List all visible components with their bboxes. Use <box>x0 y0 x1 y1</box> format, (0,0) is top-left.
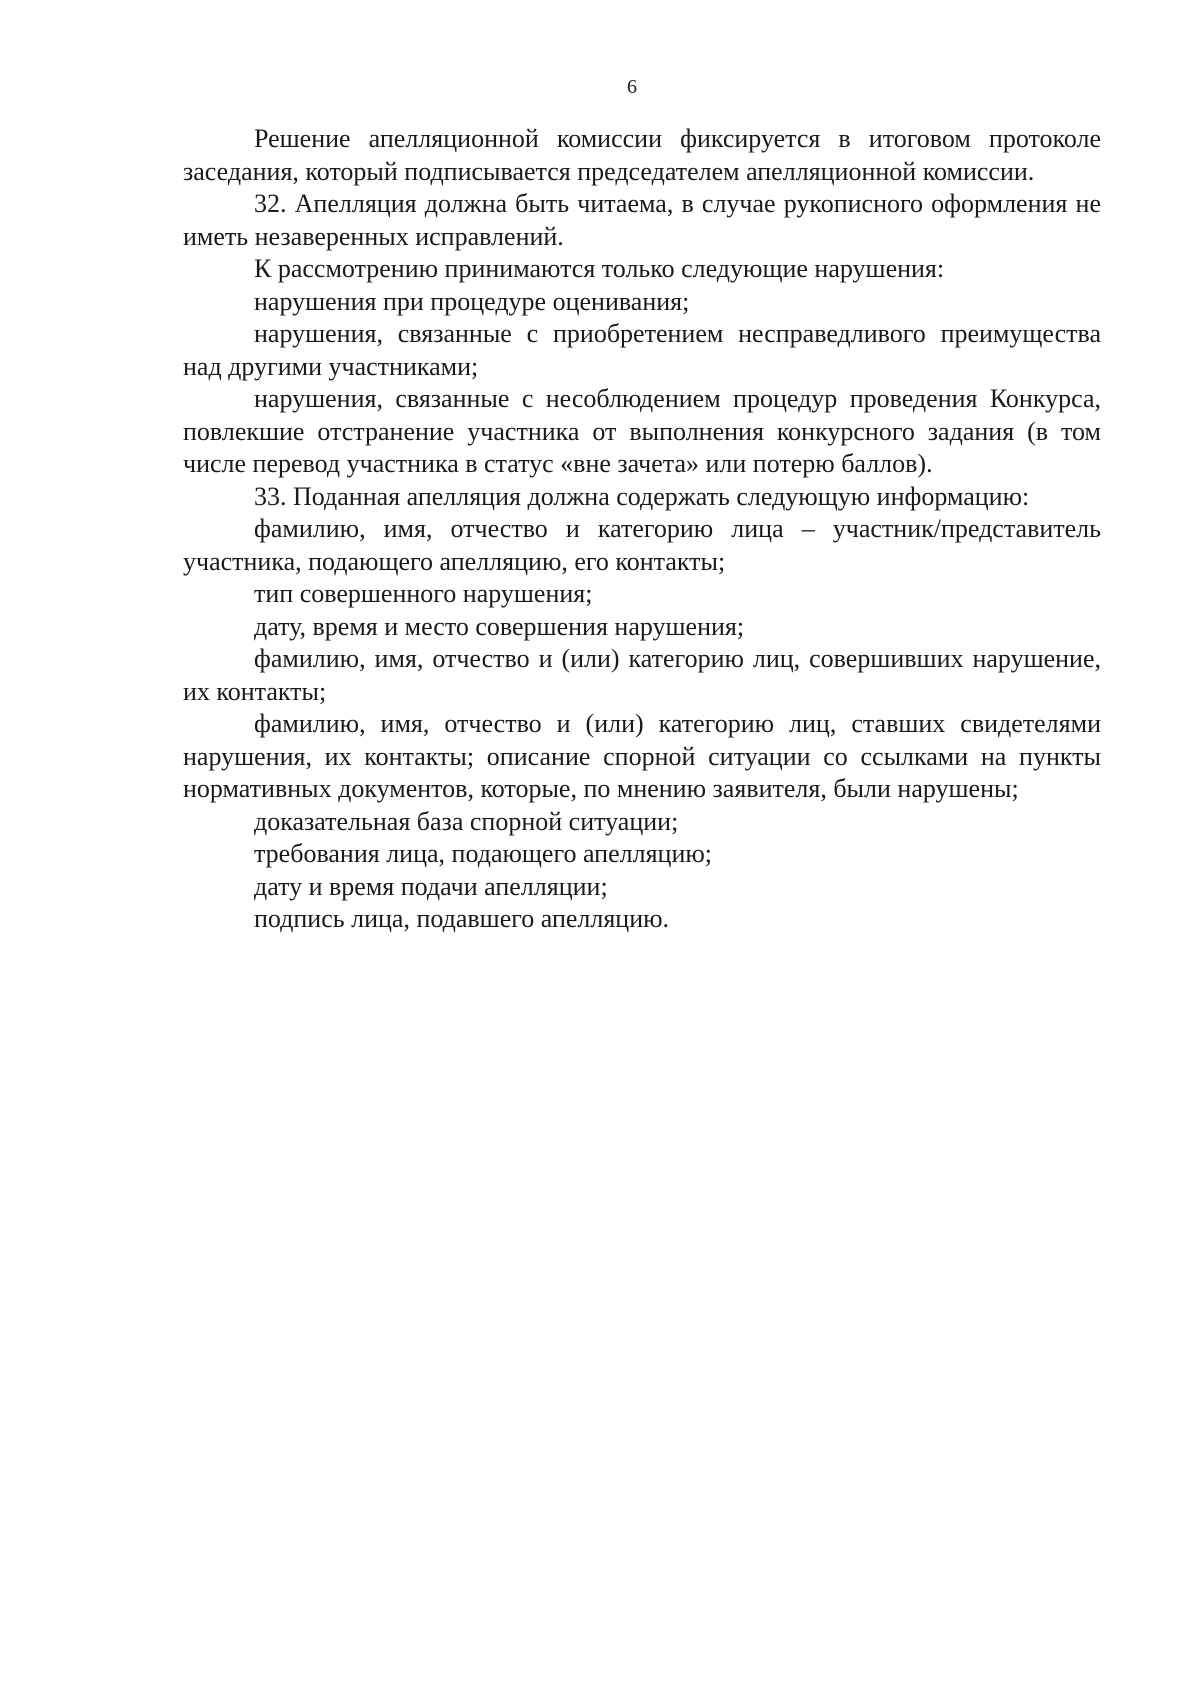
list-item-signature: подпись лица, подавшего апелляцию. <box>254 904 670 933</box>
paragraph-commission-decision: Решение апелляционной комиссии фиксируется в итоговом протоколе заседания, который подписывается председателем апелляционной комиссии. <box>183 124 1101 186</box>
list-item-violators-info: фамилию, имя, отчество и (или) категорию лиц, совершивших нарушение, их контакты; <box>183 644 1101 706</box>
list-item-requirements: требования лица, подающего апелляцию; <box>254 839 713 868</box>
list-item-applicant-info: фамилию, имя, отчество и категорию лица – участник/представитель участника, подающего апелляцию, его контакты; <box>183 514 1101 576</box>
list-item-violation-type: тип совершенного нарушения; <box>254 579 593 608</box>
document-body <box>183 123 1101 936</box>
list-item-violation-date-place: дату, время и место совершения нарушения; <box>254 611 745 641</box>
list-item-submission-datetime: дату и время подачи апелляции; <box>254 871 608 901</box>
list-item-witnesses-info: фамилию, имя, отчество и (или) категорию лиц, ставших свидетелями нарушения, их контакты; описание спорной ситуации со ссылками на пункты нормативных документов, которые, по мнению заявителя, были нарушены; <box>183 709 1101 803</box>
list-item-procedure-violations: нарушения, связанные с несоблюдением процедур проведения Конкурса, повлекшие отстранение участника от выполнения конкурсного задания (в том числе перевод участника в статус «вне зачета» или потерю баллов). <box>183 384 1101 478</box>
paragraph-clause-32: 32. Апелляция должна быть читаема, в случае рукописного оформления не иметь незаверенных исправлений. <box>183 189 1101 251</box>
list-item-evidence: доказательная база спорной ситуации; <box>254 806 679 836</box>
paragraph-accepted-violations: К рассмотрению принимаются только следующие нарушения: <box>254 254 945 283</box>
paragraph-clause-33: 33. Поданная апелляция должна содержать следующую информацию: <box>254 481 1030 511</box>
list-item-unfair-advantage: нарушения, связанные с приобретением несправедливого преимущества над другими участниками; <box>183 319 1101 381</box>
page-number: 6 <box>627 76 637 98</box>
list-item-evaluation-violations: нарушения при процедуре оценивания; <box>254 286 690 316</box>
